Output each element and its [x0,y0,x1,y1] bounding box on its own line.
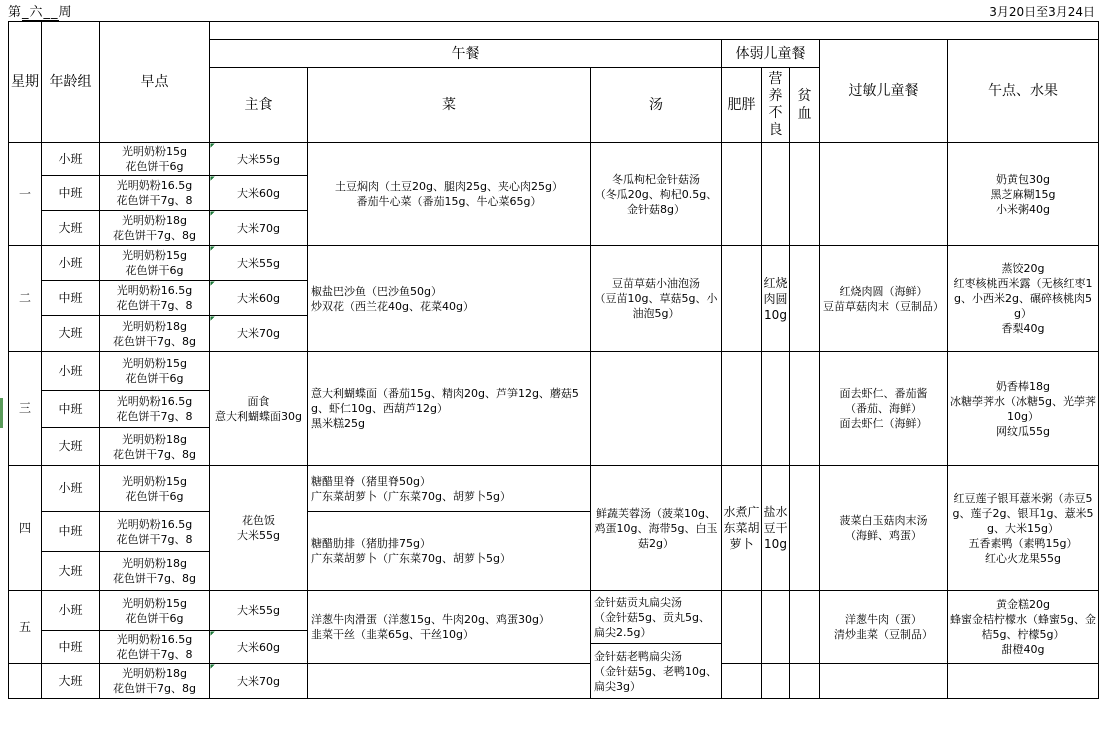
allergy-fri-cont [820,664,948,699]
group-middle: 中班 [42,281,100,316]
breakfast-large: 光明奶粉18g 花色饼干7g、8g [100,428,210,466]
breakfast-small: 光明奶粉15g 花色饼干6g [100,591,210,631]
soup-tue: 豆苗草菇小油泡汤 （豆苗10g、草菇5g、小油泡5g） [591,246,722,352]
group-small: 小班 [42,352,100,391]
anemia-wed [790,352,820,466]
malnutrition-fri [762,591,790,664]
staple-middle: 大米60g [210,631,308,664]
obese-mon [722,143,762,246]
soup-fri-b: 金针菇老鸭扁尖汤 （金针菇5g、老鸭10g、扁尖3g） [591,644,722,699]
col-breakfast: 早点 [100,22,210,143]
group-large: 大班 [42,316,100,352]
allergy-tue: 红烧肉圆（海鲜） 豆苗草菇肉末（豆制品） [820,246,948,352]
dish-fri-cont [308,664,591,699]
col-weekday: 星期 [9,22,42,143]
staple-middle: 大米60g [210,176,308,211]
dish-thu-a: 糖醋里脊（猪里脊50g） 广东菜胡萝卜（广东菜70g、胡萝卜5g） [308,466,591,512]
staple-wed: 面食 意大利蝴蝶面30g [210,352,308,466]
soup-mon: 冬瓜枸杞金针菇汤 （冬瓜20g、枸杞0.5g、金针菇8g） [591,143,722,246]
col-malnutrition: 营养不良 [762,68,790,143]
breakfast-middle: 光明奶粉16.5g 花色饼干7g、8 [100,631,210,664]
col-snack: 午点、水果 [948,40,1099,143]
menu-table [8,21,1099,699]
weekday-fri: 五 [9,591,42,664]
group-large: 大班 [42,428,100,466]
malnutrition-tue: 红烧肉圆10g [762,246,790,352]
group-small: 小班 [42,246,100,281]
breakfast-small: 光明奶粉15g 花色饼干6g [100,246,210,281]
allergy-mon [820,143,948,246]
malnutrition-fri-cont [762,664,790,699]
breakfast-small: 光明奶粉15g 花色饼干6g [100,466,210,512]
obese-thu: 水煮广东菜胡萝卜 [722,466,762,591]
header-blank [210,22,1099,40]
breakfast-middle: 光明奶粉16.5g 花色饼干7g、8 [100,512,210,552]
staple-small: 大米55g [210,246,308,281]
allergy-wed: 面去虾仁、番茄酱 （番茄、海鲜） 面去虾仁（海鲜） [820,352,948,466]
weekday-fri-cont [9,664,42,699]
col-dish: 菜 [308,68,591,143]
soup-fri-a: 金针菇贡丸扁尖汤 （金针菇5g、贡丸5g、扁尖2.5g） [591,591,722,644]
col-soup: 汤 [591,68,722,143]
week-number: _六__ [22,5,59,20]
malnutrition-mon [762,143,790,246]
malnutrition-thu: 盐水豆干10g [762,466,790,591]
breakfast-middle: 光明奶粉16.5g 花色饼干7g、8 [100,281,210,316]
malnutrition-wed [762,352,790,466]
group-large: 大班 [42,211,100,246]
anemia-thu [790,466,820,591]
group-middle: 中班 [42,512,100,552]
group-middle: 中班 [42,391,100,428]
soup-thu: 鲜蔬芙蓉汤（菠菜10g、鸡蛋10g、海带5g、白玉菇2g） [591,466,722,591]
date-range: 3月20日至3月24日 [989,5,1095,19]
anemia-fri [790,591,820,664]
anemia-mon [790,143,820,246]
group-small: 小班 [42,466,100,512]
group-large: 大班 [42,664,100,699]
snack-wed: 奶香棒18g 冰糖荸荠水（冰糖5g、光荸荠10g） 网纹瓜55g [948,352,1099,466]
snack-thu: 红豆莲子银耳薏米粥（赤豆5g、莲子2g、银耳1g、薏米5g、大米15g） 五香素鸭（素鸭15g） 红心火龙果55g [948,466,1099,591]
group-large: 大班 [42,552,100,591]
snack-fri: 黄金糕20g 蜂蜜金桔柠檬水（蜂蜜5g、金桔5g、柠檬5g） 甜橙40g [948,591,1099,664]
weekday-mon: 一 [9,143,42,246]
anemia-fri-cont [790,664,820,699]
sheet-left-edge [0,0,8,730]
dish-tue: 椒盐巴沙鱼（巴沙鱼50g） 炒双花（西兰花40g、花菜40g） [308,246,591,352]
staple-large: 大米70g [210,316,308,352]
col-anemia: 贫血 [790,68,820,143]
breakfast-large: 光明奶粉18g 花色饼干7g、8g [100,211,210,246]
weekday-tue: 二 [9,246,42,352]
dish-fri: 洋葱牛肉滑蛋（洋葱15g、牛肉20g、鸡蛋30g） 韭菜干丝（韭菜65g、干丝10g） [308,591,591,664]
group-small: 小班 [42,591,100,631]
sheet-header [0,0,1107,21]
dish-mon: 土豆焖肉（土豆20g、腿肉25g、夹心肉25g） 番茄牛心菜（番茄15g、牛心菜65g） [308,143,591,246]
anemia-tue [790,246,820,352]
col-age-group: 年龄组 [42,22,100,143]
breakfast-large: 光明奶粉18g 花色饼干7g、8g [100,316,210,352]
col-lunch: 午餐 [210,40,722,68]
obese-fri-cont [722,664,762,699]
col-allergy: 过敏儿童餐 [820,40,948,143]
obese-fri [722,591,762,664]
col-obese: 肥胖 [722,68,762,143]
snack-fri-cont [948,664,1099,699]
dish-thu-b: 糖醋肋排（猪肋排75g） 广东菜胡萝卜（广东菜70g、胡萝卜5g） [308,512,591,591]
soup-wed [591,352,722,466]
staple-middle: 大米60g [210,281,308,316]
group-middle: 中班 [42,176,100,211]
col-weak: 体弱儿童餐 [722,40,820,68]
breakfast-middle: 光明奶粉16.5g 花色饼干7g、8 [100,176,210,211]
group-small: 小班 [42,143,100,176]
breakfast-large: 光明奶粉18g 花色饼干7g、8g [100,664,210,699]
staple-small: 大米55g [210,143,308,176]
col-staple: 主食 [210,68,308,143]
snack-tue: 蒸饺20g 红枣核桃西米露（无核红枣1g、小西米2g、碾碎核桃肉5g） 香梨40g [948,246,1099,352]
snack-mon: 奶黄包30g 黑芝麻糊15g 小米粥40g [948,143,1099,246]
weekday-thu: 四 [9,466,42,591]
breakfast-middle: 光明奶粉16.5g 花色饼干7g、8 [100,391,210,428]
breakfast-large: 光明奶粉18g 花色饼干7g、8g [100,552,210,591]
staple-large: 大米70g [210,664,308,699]
group-middle: 中班 [42,631,100,664]
staple-thu: 花色饭 大米55g [210,466,308,591]
breakfast-small: 光明奶粉15g 花色饼干6g [100,352,210,391]
selected-row-marker [0,398,3,428]
dish-wed: 意大利蝴蝶面（番茄15g、精肉20g、芦笋12g、蘑菇5g、虾仁10g、西葫芦12g） 黑米糕25g [308,352,591,466]
staple-large: 大米70g [210,211,308,246]
obese-tue [722,246,762,352]
weekday-wed: 三 [9,352,42,466]
allergy-thu: 菠菜白玉菇肉末汤 （海鲜、鸡蛋） [820,466,948,591]
staple-small: 大米55g [210,591,308,631]
allergy-fri: 洋葱牛肉（蛋） 清炒韭菜（豆制品） [820,591,948,664]
obese-wed [722,352,762,466]
breakfast-small: 光明奶粉15g 花色饼干6g [100,143,210,176]
week-label: 第_六__周 [8,5,73,20]
